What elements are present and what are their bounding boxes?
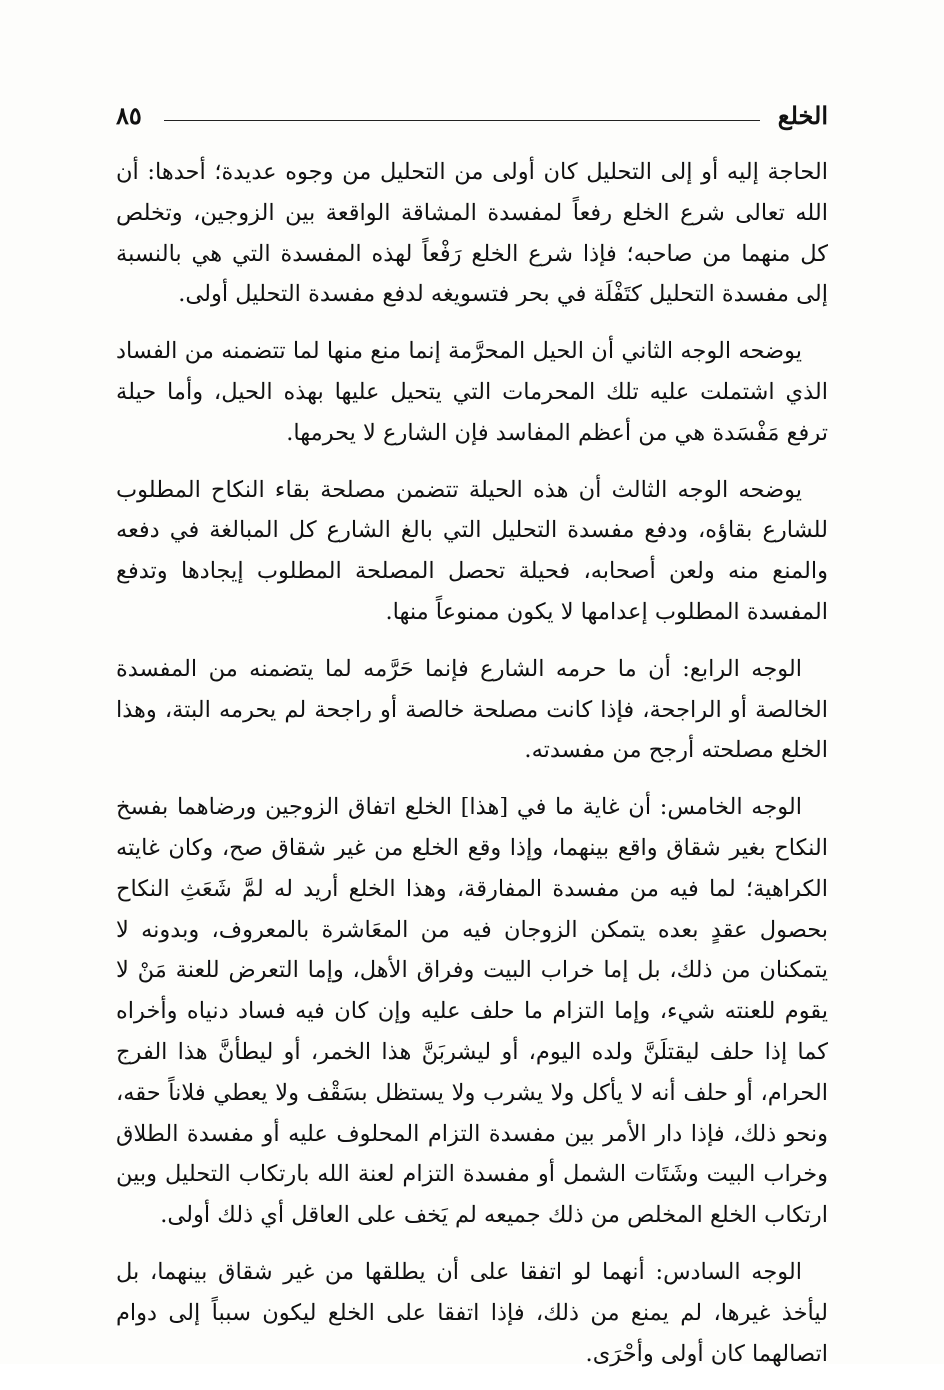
paragraph-2: يوضحه الوجه الثاني أن الحيل المحرَّمة إنما منع منها لما تتضمنه من الفساد الذي اشتملت عليه تلك المحرمات التي يتحيل عليها بهذه الحيل، وأما حيلة ترفع مَفْسَدة هي من أعظم المفاسد فإن الشارع لا يحرمها.: [116, 338, 828, 446]
paragraph-3: يوضحه الوجه الثالث أن هذه الحيلة تتضمن مصلحة بقاء النكاح المطلوب للشارع بقاؤه، ودفع مفسدة التحليل التي بالغ الشارع كل المبالغة في دفعه والمنع منه ولعن أصحابه، فحيلة تحصل المصلحة المطلوب إيجادها وتدفع المفسدة المطلوب إعدامها لا يكون ممنوعاً منها.: [116, 476, 828, 625]
body-text: [116, 152, 828, 1390]
page-header: [116, 96, 828, 136]
paragraph-1: الحاجة إليه أو إلى التحليل كان أولى من التحليل من وجوه عديدة؛ أحدها: أن الله تعالى شرع الخلع رفعاً لمفسدة المشاقة الواقعة بين الزوجين، وتخلص كل منهما من صاحبه؛ فإذا شرع الخلع رَفْعاً لهذه المفسدة التي هي بالنسبة إلى مفسدة التحليل كتَفْلَة في بحر فتسويغه لدفع مفسدة التحليل أولى.: [116, 159, 828, 308]
paragraph-6: الوجه السادس: أنهما لو اتفقا على أن يطلقها من غير شقاق بينهما، بل ليأخذ غيرها، لم يمنع من ذلك، فإذا اتفقا على الخلع ليكون سبباً إلى دوام اتصالهما كان أولى وأحْرَى.: [116, 1258, 828, 1367]
paragraph-4: الوجه الرابع: أن ما حرمه الشارع فإنما حَرَّمه لما يتضمنه من المفسدة الخالصة أو الراجحة، فإذا كانت مصلحة خالصة أو راجحة لم يحرمه البتة، وهذا الخلع مصلحته أرجح من مفسدته.: [116, 655, 828, 764]
running-title: الخلع: [777, 101, 828, 130]
page-number: ٨٥: [116, 101, 142, 130]
header-rule: [164, 120, 760, 121]
paragraph-5: الوجه الخامس: أن غاية ما في [هذا] الخلع اتفاق الزوجين ورضاهما بفسخ النكاح بغير شقاق واقع بينهما، وإذا وقع الخلع من غير شقاق صح، وكان غايته الكراهية؛ لما فيه من مفسدة المفارقة، وهذا الخلع أريد له لمَّ شَعَثِ النكاح بحصول عقدٍ بعده يتمكن الزوجان فيه من المعَاشرة بالمعروف، وبدونه لا يتمكنان من ذلك، بل إما خراب البيت وفراق الأهل، وإما التعرض للعنة مَنْ لا يقوم للعنته شيء، وإما التزام ما حلف عليه وإن كان فيه فساد دنياه وأخراه كما إذا حلف ليقتلَنَّ ولده اليوم، أو ليشربَنَّ هذا الخمر، أو ليطأنَّ هذا الفرج الحرام، أو حلف أنه لا يأكل ولا يشرب ولا يستظل بسَقْف ولا يعطي فلاناً حقه، ونحو ذلك، فإذا دار الأمر بين مفسدة التزام المحلوف عليه أو مفسدة الطلاق وخراب البيت وشَتَات الشمل أو مفسدة التزام لعنة الله بارتكاب التحليل وبين ارتكاب الخلع المخلص من ذلك جميعه لم يَخف على العاقل أي ذلك أولى.: [116, 794, 828, 1229]
